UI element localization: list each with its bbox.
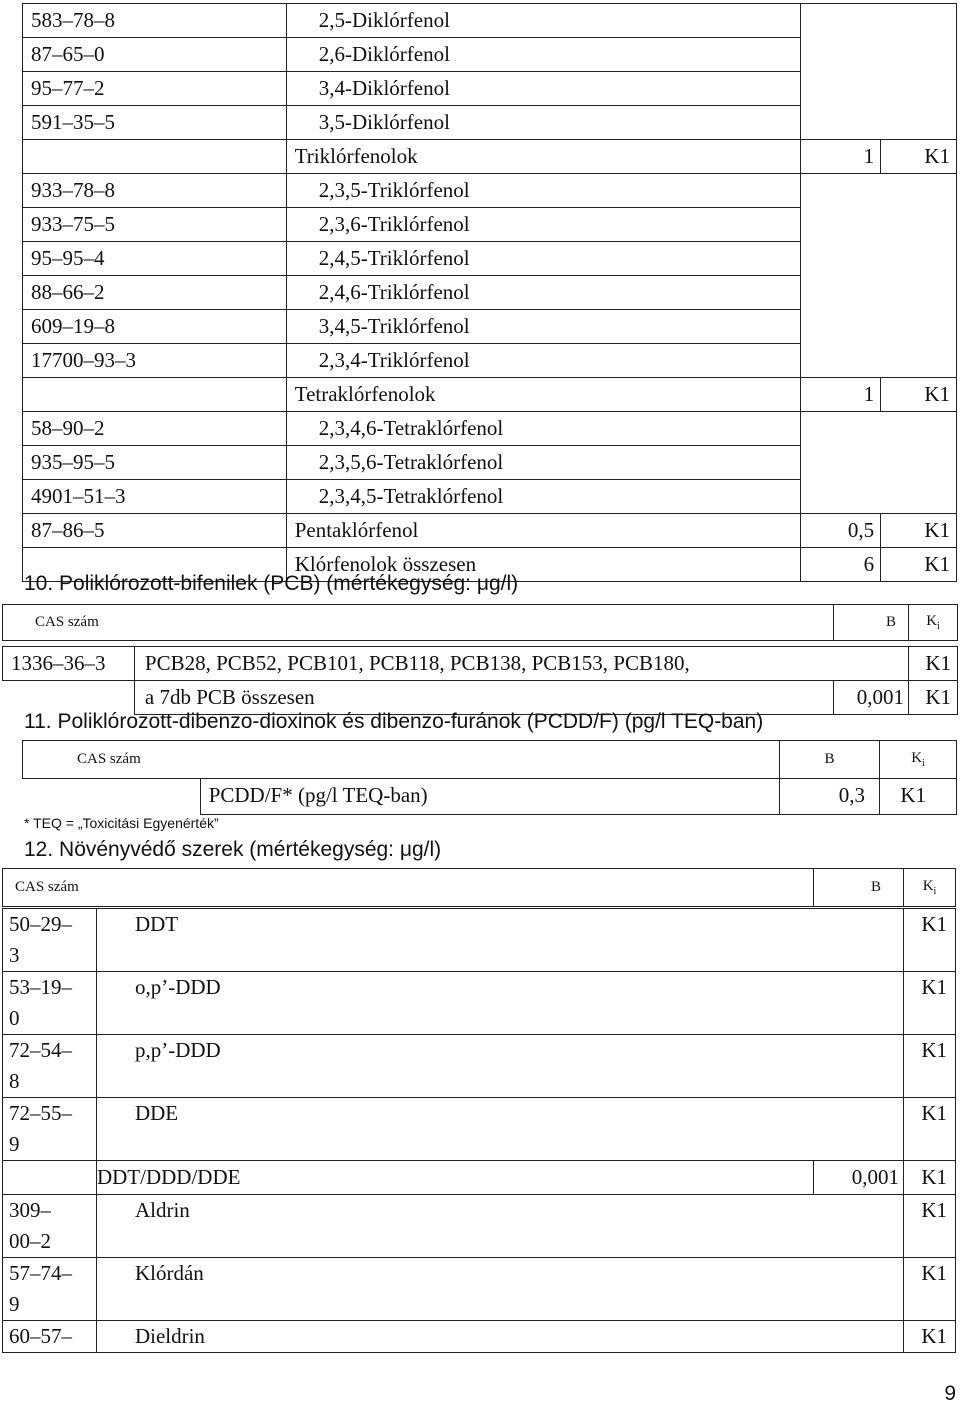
- cas-cell: [3, 1321, 97, 1353]
- compound-name: 2,3,4-Triklórfenol: [318, 348, 470, 372]
- cas-header: CAS szám: [35, 614, 99, 630]
- cas-number: 17700–93–3: [31, 348, 136, 372]
- cas-cell: [23, 480, 287, 514]
- cas-cell: [23, 412, 287, 446]
- name-cell: [286, 4, 800, 38]
- group-name: Triklórfenolok: [294, 144, 418, 168]
- name-cell: [96, 972, 903, 1035]
- b-header: B: [886, 614, 897, 630]
- cas-number-line1: 50–29–: [9, 912, 72, 936]
- b-cell: [834, 681, 909, 715]
- page-number: 9: [944, 1382, 956, 1405]
- compound-name: Klórdán: [134, 1261, 204, 1285]
- empty-value-cell: [801, 4, 957, 140]
- cas-cell: [23, 446, 287, 480]
- b-header-cell: [814, 869, 904, 907]
- b-header-cell: [834, 605, 909, 641]
- table-row: [3, 1195, 956, 1258]
- name-cell: [286, 344, 800, 378]
- cas-number-line1: 309–: [9, 1198, 51, 1222]
- name-cell: [286, 208, 800, 242]
- cas-number: 58–90–2: [31, 416, 105, 440]
- k-cell: [881, 548, 957, 582]
- section-11-title: 11. Poliklórozott-dibenzo-dioxinok és dibenzo-furánok (PCDD/F) (pg/l TEQ-ban): [24, 710, 764, 733]
- compound-name: 2,3,6-Triklórfenol: [318, 212, 470, 236]
- cas-header-cell: [23, 741, 780, 779]
- compound-name: PCDD/F* (pg/l TEQ-ban): [208, 783, 428, 807]
- name-cell: [134, 647, 908, 681]
- compound-name: 3,4,5-Triklórfenol: [318, 314, 470, 338]
- compound-name: 2,3,4,5-Tetraklórfenol: [318, 484, 504, 508]
- table-row: [3, 1035, 956, 1098]
- k-value: K1: [921, 912, 947, 936]
- k-cell: [904, 909, 956, 972]
- table-row: [23, 412, 957, 446]
- cas-number: 88–66–2: [31, 280, 105, 304]
- name-cell: [286, 446, 800, 480]
- name-cell: [96, 1321, 903, 1353]
- k-header: [880, 750, 956, 769]
- cas-cell: [3, 1035, 97, 1098]
- cas-number-line1: 53–19–: [9, 975, 72, 999]
- name-cell: [286, 140, 800, 174]
- b-value: 0,3: [838, 783, 865, 807]
- name-cell: [96, 1035, 903, 1098]
- k-cell: [904, 972, 956, 1035]
- cas-cell: [23, 4, 287, 38]
- k-value: K1: [925, 685, 951, 709]
- compound-name: Pentaklórfenol: [294, 518, 419, 542]
- compound-name: o,p’-DDD: [134, 975, 221, 999]
- cas-number: [3, 1098, 96, 1160]
- name-cell: [96, 909, 903, 972]
- cas-number: 4901–51–3: [31, 484, 126, 508]
- compound-name: 2,3,4,6-Tetraklórfenol: [318, 416, 504, 440]
- k-value: K1: [921, 975, 947, 999]
- b-value: 0,001: [851, 1165, 899, 1189]
- k-cell: [904, 1321, 956, 1353]
- k-value: K1: [921, 1165, 947, 1189]
- cas-header-cell: [3, 869, 814, 907]
- chlorophenol-table: [22, 3, 957, 582]
- teq-footnote: * TEQ = „Toxicitási Egyenérték”: [24, 815, 219, 831]
- table-row: [3, 1098, 956, 1161]
- b-header-cell: [780, 741, 880, 779]
- k-value: K1: [924, 144, 950, 168]
- cas-cell: [23, 276, 287, 310]
- cas-cell: [23, 378, 287, 412]
- cas-cell: [23, 310, 287, 344]
- cas-cell: [23, 72, 287, 106]
- cas-cell: [3, 1258, 97, 1321]
- cas-number: 583–78–8: [31, 8, 115, 32]
- empty-value-cell: [801, 412, 957, 514]
- k-cell: [881, 378, 957, 412]
- chlorophenol-table-body: [23, 4, 957, 582]
- cas-cell: [23, 779, 201, 815]
- cas-number-line1: 72–55–: [9, 1101, 72, 1125]
- cas-cell: [23, 242, 287, 276]
- cas-header-cell: [3, 605, 834, 641]
- cas-cell: [23, 344, 287, 378]
- table-row: [3, 647, 958, 681]
- compound-name: 2,4,5-Triklórfenol: [318, 246, 470, 270]
- table-header-row: [23, 741, 957, 779]
- cas-number-line2: 00–2: [9, 1229, 51, 1253]
- empty-value-cell: [801, 174, 957, 378]
- k-cell: [904, 1195, 956, 1258]
- name-cell: [96, 1195, 903, 1258]
- k-header-cell: [909, 605, 958, 641]
- name-cell: [286, 310, 800, 344]
- cas-cell: [3, 909, 97, 972]
- cas-number-line2: 0: [9, 1006, 20, 1030]
- table-row: [23, 4, 957, 38]
- b-cell: [801, 514, 881, 548]
- b-cell: [780, 779, 880, 815]
- name-cell: [286, 174, 800, 208]
- k-value: K1: [921, 1198, 947, 1222]
- b-header: B: [870, 879, 881, 895]
- k-header-subscript: i: [922, 758, 925, 769]
- table-row: [23, 174, 957, 208]
- name-cell: [286, 276, 800, 310]
- b-cell: [801, 140, 881, 174]
- cas-header: CAS szám: [77, 751, 141, 767]
- pesticide-table: [2, 868, 956, 1353]
- cas-cell: [3, 972, 97, 1035]
- table-row: [3, 909, 956, 972]
- cas-cell: [23, 174, 287, 208]
- total-name: Klórfenolok összesen: [294, 552, 477, 576]
- k-cell: [904, 1035, 956, 1098]
- name-cell: [96, 1161, 813, 1195]
- table-row: [3, 1258, 956, 1321]
- table-header-row: [3, 605, 958, 641]
- cas-cell: [3, 1195, 97, 1258]
- name-cell: [286, 378, 800, 412]
- cas-number: 87–65–0: [31, 42, 105, 66]
- b-value: 1: [863, 382, 875, 406]
- cas-number: 933–75–5: [31, 212, 115, 236]
- pcb-table: [2, 604, 958, 715]
- b-value: 0,5: [847, 518, 875, 542]
- k-header-cell: [904, 869, 956, 907]
- cas-number: [3, 1035, 96, 1097]
- name-cell: [96, 1258, 903, 1321]
- name-cell: [286, 514, 800, 548]
- compound-name: 2,3,5,6-Tetraklórfenol: [318, 450, 504, 474]
- compound-name: DDE: [134, 1101, 179, 1125]
- k-value: K1: [921, 1101, 947, 1125]
- k-value: K1: [924, 382, 950, 406]
- k-header: [904, 878, 955, 897]
- compound-name: 3,4-Diklórfenol: [318, 76, 450, 100]
- k-header-subscript: i: [937, 621, 940, 632]
- compound-name: 3,5-Diklórfenol: [318, 110, 450, 134]
- section-10-title: 10. Poliklórozott-bifenilek (PCB) (mértékegység: μg/l): [24, 572, 519, 595]
- cas-cell: [23, 208, 287, 242]
- cas-cell: [3, 647, 135, 681]
- cas-number: [3, 909, 96, 971]
- cas-cell: [23, 514, 287, 548]
- k-cell: [904, 1258, 956, 1321]
- compound-name: 2,3,5-Triklórfenol: [318, 178, 470, 202]
- compound-name: 2,5-Diklórfenol: [318, 8, 450, 32]
- cas-number: 87–86–5: [31, 518, 105, 542]
- name-cell: [200, 779, 779, 815]
- k-value: K1: [921, 1324, 947, 1348]
- b-cell: [801, 548, 881, 582]
- k-header: [909, 613, 957, 632]
- k-header-letter: K: [922, 878, 934, 894]
- cas-number: 1336–36–3: [11, 651, 106, 675]
- cas-number: 95–95–4: [31, 246, 105, 270]
- cas-number: [3, 1195, 96, 1257]
- table-row: [3, 1321, 956, 1353]
- name-cell: [286, 38, 800, 72]
- k-cell: [904, 1161, 956, 1195]
- cas-number-line2: 9: [9, 1292, 20, 1316]
- cas-number: [3, 972, 96, 1034]
- compound-name: Aldrin: [134, 1198, 190, 1222]
- cas-number: 935–95–5: [31, 450, 115, 474]
- name-cell: [286, 106, 800, 140]
- name-cell: [286, 480, 800, 514]
- b-value: 6: [863, 552, 875, 576]
- name-cell: [286, 412, 800, 446]
- compound-name: Dieldrin: [134, 1324, 205, 1348]
- b-value: 1: [863, 144, 875, 168]
- compound-name: 2,6-Diklórfenol: [318, 42, 450, 66]
- total-name: a 7db PCB összesen: [144, 685, 315, 709]
- k-value: K1: [924, 518, 950, 542]
- cas-cell: [23, 140, 287, 174]
- k-value: K1: [921, 1038, 947, 1062]
- cas-number-line2: 8: [9, 1069, 20, 1093]
- cas-number: 591–35–5: [31, 110, 115, 134]
- table-header-row: [3, 869, 956, 907]
- k-header-letter: K: [926, 613, 938, 629]
- b-header: B: [824, 751, 835, 767]
- group-row: [23, 378, 957, 412]
- pcdd-table: [22, 740, 957, 815]
- b-cell: [814, 1161, 904, 1195]
- cas-number: 933–78–8: [31, 178, 115, 202]
- name-cell: [96, 1098, 903, 1161]
- k-header-cell: [880, 741, 957, 779]
- cas-cell: [3, 1098, 97, 1161]
- k-value: K1: [924, 552, 950, 576]
- group-row: [23, 140, 957, 174]
- k-cell: [881, 514, 957, 548]
- name-cell: [286, 242, 800, 276]
- cas-cell: [23, 38, 287, 72]
- table-row: [3, 972, 956, 1035]
- cas-number-line1: 57–74–: [9, 1261, 72, 1285]
- b-cell: [801, 378, 881, 412]
- section-12-title: 12. Növényvédő szerek (mértékegység: μg/l): [24, 838, 442, 861]
- table-row: [23, 779, 957, 815]
- cas-number: 609–19–8: [31, 314, 115, 338]
- cas-cell: [3, 1161, 97, 1195]
- cas-number-line1: 72–54–: [9, 1038, 72, 1062]
- k-cell: [909, 681, 958, 715]
- k-header-letter: K: [911, 750, 923, 766]
- k-value: K1: [925, 651, 951, 675]
- cas-number: 60–57–: [9, 1324, 72, 1348]
- k-cell: [881, 140, 957, 174]
- cas-number: [3, 1258, 96, 1320]
- k-cell: [909, 647, 958, 681]
- compound-name: 2,4,6-Triklórfenol: [318, 280, 470, 304]
- k-header-subscript: i: [933, 886, 937, 897]
- cas-cell: [23, 106, 287, 140]
- k-cell: [880, 779, 957, 815]
- k-value: K1: [921, 1261, 947, 1285]
- compound-name: p,p’-DDD: [134, 1038, 221, 1062]
- cas-number: 95–77–2: [31, 76, 105, 100]
- total-name: DDT/DDD/DDE: [96, 1165, 241, 1189]
- compound-name: PCB28, PCB52, PCB101, PCB118, PCB138, PCB153, PCB180,: [144, 651, 690, 675]
- b-value: 0,001: [856, 685, 905, 709]
- group-name: Tetraklórfenolok: [294, 382, 436, 406]
- k-value: K1: [900, 783, 926, 807]
- name-cell: [286, 72, 800, 106]
- k-cell: [904, 1098, 956, 1161]
- table-row: [23, 514, 957, 548]
- compound-name: DDT: [134, 912, 179, 936]
- total-row: [3, 1161, 956, 1195]
- cas-header: CAS szám: [15, 879, 79, 895]
- cas-number-line2: 3: [9, 943, 20, 967]
- cas-number-line2: 9: [9, 1132, 20, 1156]
